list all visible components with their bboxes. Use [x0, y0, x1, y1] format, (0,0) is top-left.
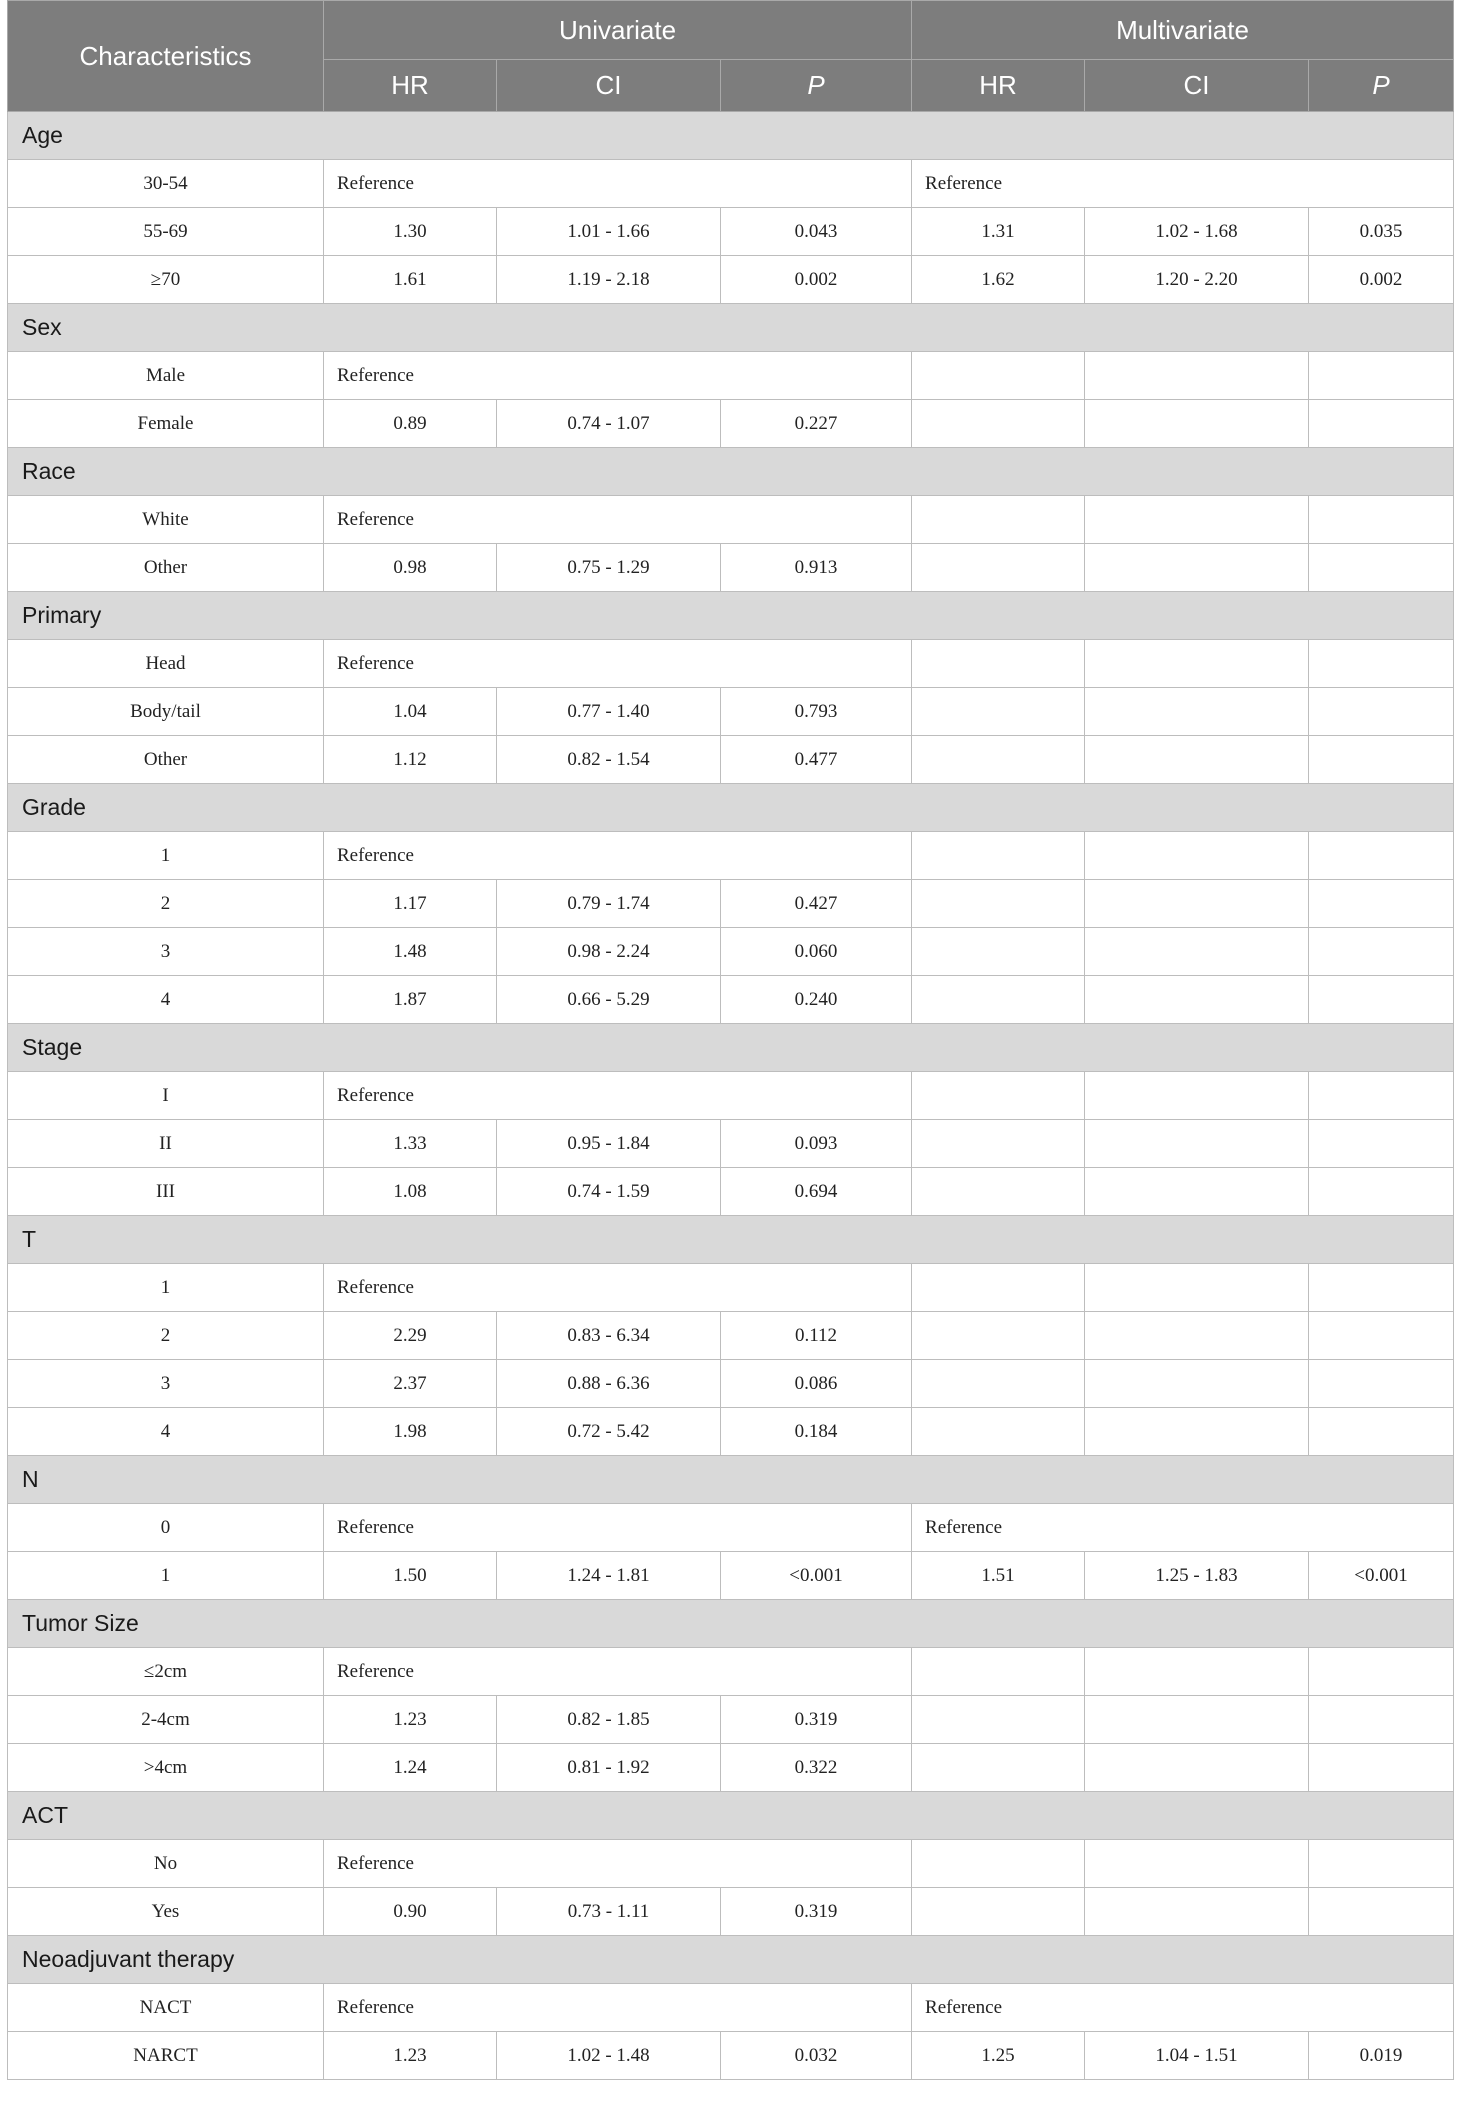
group-header-row — [8, 784, 1454, 832]
multivariate-ci — [1085, 1072, 1309, 1120]
table-row — [8, 1744, 1454, 1792]
table-row — [8, 256, 1454, 304]
row-label: Male — [8, 352, 324, 400]
group-header-row — [8, 1216, 1454, 1264]
table-row — [8, 1840, 1454, 1888]
group-header-row — [8, 1936, 1454, 1984]
multivariate-reference: Reference — [912, 1984, 1454, 2032]
univariate-hr: 1.23 — [324, 1696, 497, 1744]
multivariate-ci — [1085, 976, 1309, 1024]
group-label: T — [8, 1216, 1454, 1264]
multivariate-hr: 1.25 — [912, 2032, 1085, 2080]
header-uni-p: P — [721, 60, 912, 112]
row-label: Female — [8, 400, 324, 448]
multivariate-hr — [912, 928, 1085, 976]
group-label: Stage — [8, 1024, 1454, 1072]
multivariate-hr: 1.31 — [912, 208, 1085, 256]
regression-table — [7, 0, 1454, 2080]
univariate-p: 0.002 — [721, 256, 912, 304]
multivariate-hr — [912, 1120, 1085, 1168]
univariate-ci: 0.81 - 1.92 — [497, 1744, 721, 1792]
multivariate-ci — [1085, 1168, 1309, 1216]
multivariate-p: 0.019 — [1309, 2032, 1454, 2080]
univariate-reference: Reference — [324, 640, 912, 688]
group-header-row — [8, 1792, 1454, 1840]
multivariate-hr — [912, 1360, 1085, 1408]
table-row — [8, 1168, 1454, 1216]
univariate-p: 0.227 — [721, 400, 912, 448]
multivariate-ci — [1085, 1360, 1309, 1408]
univariate-hr: 0.98 — [324, 544, 497, 592]
row-label: 55-69 — [8, 208, 324, 256]
univariate-hr: 1.48 — [324, 928, 497, 976]
group-header-row — [8, 1600, 1454, 1648]
table-row — [8, 880, 1454, 928]
row-label: No — [8, 1840, 324, 1888]
univariate-hr: 1.12 — [324, 736, 497, 784]
multivariate-p — [1309, 544, 1454, 592]
multivariate-p — [1309, 640, 1454, 688]
univariate-ci: 0.73 - 1.11 — [497, 1888, 721, 1936]
univariate-ci: 1.24 - 1.81 — [497, 1552, 721, 1600]
row-label: 4 — [8, 976, 324, 1024]
univariate-p: 0.913 — [721, 544, 912, 592]
table-header — [8, 1, 1454, 112]
univariate-ci: 0.98 - 2.24 — [497, 928, 721, 976]
multivariate-hr — [912, 1696, 1085, 1744]
multivariate-p: <0.001 — [1309, 1552, 1454, 1600]
row-label: Head — [8, 640, 324, 688]
row-label: 2-4cm — [8, 1696, 324, 1744]
multivariate-ci: 1.02 - 1.68 — [1085, 208, 1309, 256]
univariate-reference: Reference — [324, 1504, 912, 1552]
multivariate-hr — [912, 640, 1085, 688]
univariate-p: <0.001 — [721, 1552, 912, 1600]
multivariate-ci — [1085, 496, 1309, 544]
row-label: Other — [8, 736, 324, 784]
multivariate-ci — [1085, 640, 1309, 688]
univariate-reference: Reference — [324, 496, 912, 544]
multivariate-p: 0.002 — [1309, 256, 1454, 304]
table-row — [8, 640, 1454, 688]
multivariate-hr — [912, 736, 1085, 784]
row-label: I — [8, 1072, 324, 1120]
table-row — [8, 1696, 1454, 1744]
group-label: Race — [8, 448, 1454, 496]
multivariate-ci — [1085, 400, 1309, 448]
univariate-hr: 1.08 — [324, 1168, 497, 1216]
univariate-reference: Reference — [324, 1072, 912, 1120]
multivariate-p — [1309, 1840, 1454, 1888]
table-row — [8, 1888, 1454, 1936]
group-header-row — [8, 112, 1454, 160]
multivariate-p — [1309, 400, 1454, 448]
table-row — [8, 1648, 1454, 1696]
univariate-hr: 0.90 — [324, 1888, 497, 1936]
group-header-row — [8, 1456, 1454, 1504]
multivariate-ci — [1085, 832, 1309, 880]
multivariate-hr — [912, 400, 1085, 448]
multivariate-ci — [1085, 928, 1309, 976]
table-row — [8, 1072, 1454, 1120]
table-row — [8, 1408, 1454, 1456]
multivariate-p: 0.035 — [1309, 208, 1454, 256]
multivariate-reference: Reference — [912, 1504, 1454, 1552]
row-label: ≤2cm — [8, 1648, 324, 1696]
multivariate-p — [1309, 1264, 1454, 1312]
row-label: White — [8, 496, 324, 544]
row-label: Yes — [8, 1888, 324, 1936]
multivariate-p — [1309, 496, 1454, 544]
table-row — [8, 832, 1454, 880]
row-label: Body/tail — [8, 688, 324, 736]
univariate-ci: 0.75 - 1.29 — [497, 544, 721, 592]
row-label: 3 — [8, 1360, 324, 1408]
univariate-p: 0.032 — [721, 2032, 912, 2080]
multivariate-p — [1309, 1168, 1454, 1216]
multivariate-p — [1309, 352, 1454, 400]
univariate-p: 0.060 — [721, 928, 912, 976]
univariate-hr: 1.24 — [324, 1744, 497, 1792]
multivariate-hr — [912, 880, 1085, 928]
table-body — [8, 112, 1454, 2080]
univariate-ci: 0.79 - 1.74 — [497, 880, 721, 928]
header-multi-hr: HR — [912, 60, 1085, 112]
univariate-ci: 0.83 - 6.34 — [497, 1312, 721, 1360]
multivariate-ci — [1085, 880, 1309, 928]
multivariate-hr — [912, 688, 1085, 736]
header-characteristics: Characteristics — [8, 1, 324, 112]
multivariate-hr — [912, 976, 1085, 1024]
univariate-ci: 0.77 - 1.40 — [497, 688, 721, 736]
group-label: Neoadjuvant therapy — [8, 1936, 1454, 1984]
row-label: III — [8, 1168, 324, 1216]
table-row — [8, 688, 1454, 736]
multivariate-ci — [1085, 688, 1309, 736]
table-row — [8, 400, 1454, 448]
multivariate-hr — [912, 352, 1085, 400]
group-header-row — [8, 304, 1454, 352]
row-label: 2 — [8, 1312, 324, 1360]
univariate-p: 0.184 — [721, 1408, 912, 1456]
table-row — [8, 1984, 1454, 2032]
table-row — [8, 976, 1454, 1024]
univariate-hr: 1.04 — [324, 688, 497, 736]
multivariate-p — [1309, 1312, 1454, 1360]
univariate-p: 0.322 — [721, 1744, 912, 1792]
table-row — [8, 496, 1454, 544]
row-label: 30-54 — [8, 160, 324, 208]
multivariate-ci: 1.20 - 2.20 — [1085, 256, 1309, 304]
header-multi-p: P — [1309, 60, 1454, 112]
multivariate-p — [1309, 688, 1454, 736]
univariate-hr: 1.30 — [324, 208, 497, 256]
univariate-hr: 2.29 — [324, 1312, 497, 1360]
table-row — [8, 1312, 1454, 1360]
multivariate-ci: 1.04 - 1.51 — [1085, 2032, 1309, 2080]
multivariate-p — [1309, 736, 1454, 784]
table-row — [8, 1504, 1454, 1552]
group-label: ACT — [8, 1792, 1454, 1840]
row-label: 1 — [8, 1264, 324, 1312]
multivariate-p — [1309, 928, 1454, 976]
row-label: 4 — [8, 1408, 324, 1456]
multivariate-ci: 1.25 - 1.83 — [1085, 1552, 1309, 1600]
univariate-p: 0.240 — [721, 976, 912, 1024]
univariate-ci: 0.82 - 1.54 — [497, 736, 721, 784]
univariate-hr: 1.23 — [324, 2032, 497, 2080]
row-label: II — [8, 1120, 324, 1168]
group-label: Tumor Size — [8, 1600, 1454, 1648]
multivariate-hr — [912, 1888, 1085, 1936]
univariate-reference: Reference — [324, 1648, 912, 1696]
multivariate-ci — [1085, 1840, 1309, 1888]
multivariate-ci — [1085, 1744, 1309, 1792]
group-header-row — [8, 592, 1454, 640]
multivariate-reference: Reference — [912, 160, 1454, 208]
group-label: Primary — [8, 592, 1454, 640]
group-header-row — [8, 448, 1454, 496]
univariate-p: 0.319 — [721, 1696, 912, 1744]
header-multi-ci: CI — [1085, 60, 1309, 112]
univariate-ci: 0.72 - 5.42 — [497, 1408, 721, 1456]
univariate-p: 0.477 — [721, 736, 912, 784]
row-label: NARCT — [8, 2032, 324, 2080]
univariate-hr: 1.50 — [324, 1552, 497, 1600]
multivariate-ci — [1085, 1888, 1309, 1936]
multivariate-p — [1309, 832, 1454, 880]
multivariate-p — [1309, 1696, 1454, 1744]
multivariate-hr — [912, 1072, 1085, 1120]
univariate-ci: 0.74 - 1.59 — [497, 1168, 721, 1216]
multivariate-hr — [912, 1840, 1085, 1888]
table-row — [8, 736, 1454, 784]
row-label: Other — [8, 544, 324, 592]
row-label: 1 — [8, 832, 324, 880]
multivariate-p — [1309, 1120, 1454, 1168]
multivariate-hr — [912, 1408, 1085, 1456]
multivariate-p — [1309, 1648, 1454, 1696]
table-row — [8, 352, 1454, 400]
univariate-p: 0.093 — [721, 1120, 912, 1168]
univariate-reference: Reference — [324, 832, 912, 880]
multivariate-ci — [1085, 1408, 1309, 1456]
table-row — [8, 544, 1454, 592]
multivariate-ci — [1085, 352, 1309, 400]
multivariate-p — [1309, 1072, 1454, 1120]
univariate-reference: Reference — [324, 160, 912, 208]
univariate-p: 0.319 — [721, 1888, 912, 1936]
univariate-hr: 0.89 — [324, 400, 497, 448]
header-multivariate: Multivariate — [912, 1, 1454, 60]
univariate-hr: 1.61 — [324, 256, 497, 304]
multivariate-p — [1309, 1360, 1454, 1408]
multivariate-hr — [912, 1744, 1085, 1792]
univariate-hr: 1.98 — [324, 1408, 497, 1456]
table-row — [8, 928, 1454, 976]
multivariate-ci — [1085, 1696, 1309, 1744]
univariate-p: 0.043 — [721, 208, 912, 256]
univariate-reference: Reference — [324, 1840, 912, 1888]
table-row — [8, 1120, 1454, 1168]
multivariate-hr: 1.51 — [912, 1552, 1085, 1600]
univariate-p: 0.793 — [721, 688, 912, 736]
univariate-ci: 0.74 - 1.07 — [497, 400, 721, 448]
multivariate-hr — [912, 544, 1085, 592]
univariate-p: 0.694 — [721, 1168, 912, 1216]
row-label: ≥70 — [8, 256, 324, 304]
table-row — [8, 2032, 1454, 2080]
univariate-hr: 1.17 — [324, 880, 497, 928]
header-univariate: Univariate — [324, 1, 912, 60]
univariate-reference: Reference — [324, 1984, 912, 2032]
univariate-reference: Reference — [324, 352, 912, 400]
multivariate-hr — [912, 496, 1085, 544]
multivariate-p — [1309, 1888, 1454, 1936]
table-row — [8, 1360, 1454, 1408]
univariate-reference: Reference — [324, 1264, 912, 1312]
univariate-hr: 1.33 — [324, 1120, 497, 1168]
multivariate-hr — [912, 1264, 1085, 1312]
univariate-ci: 1.01 - 1.66 — [497, 208, 721, 256]
multivariate-hr: 1.62 — [912, 256, 1085, 304]
univariate-ci: 1.02 - 1.48 — [497, 2032, 721, 2080]
table-row — [8, 208, 1454, 256]
row-label: 0 — [8, 1504, 324, 1552]
univariate-ci: 1.19 - 2.18 — [497, 256, 721, 304]
multivariate-hr — [912, 1648, 1085, 1696]
multivariate-p — [1309, 880, 1454, 928]
group-header-row — [8, 1024, 1454, 1072]
group-label: Age — [8, 112, 1454, 160]
multivariate-ci — [1085, 1648, 1309, 1696]
univariate-ci: 0.66 - 5.29 — [497, 976, 721, 1024]
multivariate-p — [1309, 976, 1454, 1024]
multivariate-ci — [1085, 1264, 1309, 1312]
multivariate-hr — [912, 832, 1085, 880]
header-uni-hr: HR — [324, 60, 497, 112]
univariate-p: 0.086 — [721, 1360, 912, 1408]
group-label: Grade — [8, 784, 1454, 832]
univariate-hr: 1.87 — [324, 976, 497, 1024]
multivariate-ci — [1085, 736, 1309, 784]
group-label: N — [8, 1456, 1454, 1504]
univariate-p: 0.427 — [721, 880, 912, 928]
row-label: 2 — [8, 880, 324, 928]
multivariate-hr — [912, 1312, 1085, 1360]
multivariate-ci — [1085, 1120, 1309, 1168]
multivariate-p — [1309, 1408, 1454, 1456]
univariate-p: 0.112 — [721, 1312, 912, 1360]
table-row — [8, 160, 1454, 208]
row-label: >4cm — [8, 1744, 324, 1792]
table-row — [8, 1552, 1454, 1600]
row-label: 1 — [8, 1552, 324, 1600]
univariate-hr: 2.37 — [324, 1360, 497, 1408]
row-label: 3 — [8, 928, 324, 976]
multivariate-ci — [1085, 544, 1309, 592]
univariate-ci: 0.88 - 6.36 — [497, 1360, 721, 1408]
univariate-ci: 0.95 - 1.84 — [497, 1120, 721, 1168]
univariate-ci: 0.82 - 1.85 — [497, 1696, 721, 1744]
row-label: NACT — [8, 1984, 324, 2032]
multivariate-hr — [912, 1168, 1085, 1216]
multivariate-ci — [1085, 1312, 1309, 1360]
group-label: Sex — [8, 304, 1454, 352]
table-row — [8, 1264, 1454, 1312]
multivariate-p — [1309, 1744, 1454, 1792]
header-uni-ci: CI — [497, 60, 721, 112]
